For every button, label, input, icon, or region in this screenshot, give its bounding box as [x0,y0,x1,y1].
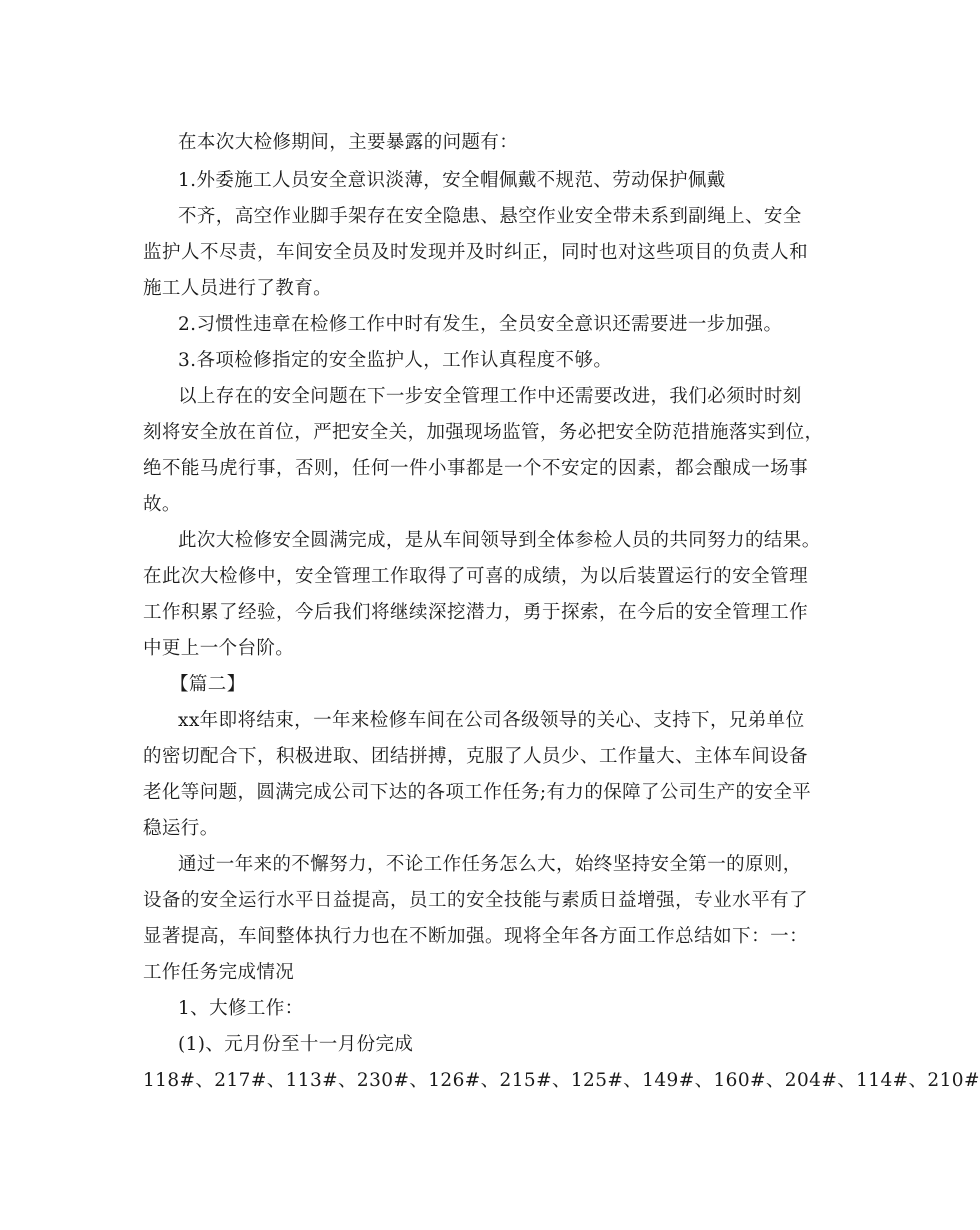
paragraph-line: 在此次大检修中，安全管理工作取得了可喜的成绩，为以后装置运行的安全管理 [143,566,808,587]
paragraph-line: 老化等问题，圆满完成公司下达的各项工作任务;有力的保障了公司生产的安全平 [143,782,812,803]
paragraph-line: 以上存在的安全问题在下一步安全管理工作中还需要改进，我们必须时时刻 [178,386,802,407]
paragraph-line: 此次大检修安全圆满完成，是从车间领导到全体参检人员的共同努力的结果。 [178,530,821,551]
paragraph-line: 刻将安全放在首位，严把安全关，加强现场监管，务必把安全防范措施落实到位， [143,422,824,443]
paragraph-line: 工作任务完成情况 [143,962,295,983]
paragraph-line: xx年即将结束，一年来检修车间在公司各级领导的关心、支持下，兄弟单位 [178,710,805,731]
list-item-heading: 1、大修工作： [178,998,304,1019]
paragraph-line: 在本次大检修期间，主要暴露的问题有： [178,132,519,153]
paragraph-line: 设备的安全运行水平日益提高，员工的安全技能与素质日益增强，专业水平有了 [143,890,808,911]
paragraph-line: 中更上一个台阶。 [143,638,295,659]
paragraph-line: 工作积累了经验，今后我们将继续深挖潜力，勇于探索，在今后的安全管理工作 [143,602,808,623]
paragraph-line: 1.外委施工人员安全意识淡薄，安全帽佩戴不规范、劳动保护佩戴 [178,170,726,191]
paragraph-line: 不齐，高空作业脚手架存在安全隐患、悬空作业安全带未系到副绳上、安全 [178,206,802,227]
paragraph-line: 通过一年来的不懈努力，不论工作任务怎么大，始终坚持安全第一的原则， [178,854,802,875]
paragraph-line: 3.各项检修指定的安全监护人，工作认真程度不够。 [178,350,613,371]
paragraph-line: 118#、217#、113#、230#、126#、215#、125#、149#、160#、204#、114#、210# [143,1070,980,1091]
section-heading: 【篇二】 [170,674,246,695]
paragraph-line: 监护人不尽责，车间安全员及时发现并及时纠正，同时也对这些项目的负责人和 [143,242,808,263]
list-item-heading: (1)、元月份至十一月份完成 [178,1034,414,1055]
paragraph-line: 绝不能马虎行事，否则，任何一件小事都是一个不安定的因素，都会酿成一场事 [143,458,808,479]
paragraph-line: 故。 [143,494,181,515]
paragraph-line: 稳运行。 [143,818,219,839]
paragraph-line: 2.习惯性违章在检修工作中时有发生，全员安全意识还需要进一步加强。 [178,314,783,335]
paragraph-line: 显著提高，车间整体执行力也在不断加强。现将全年各方面工作总结如下：一： [143,926,808,947]
paragraph-line: 施工人员进行了教育。 [143,278,333,299]
paragraph-line: 的密切配合下，积极进取、团结拼搏，克服了人员少、工作量大、主体车间设备 [143,746,808,767]
